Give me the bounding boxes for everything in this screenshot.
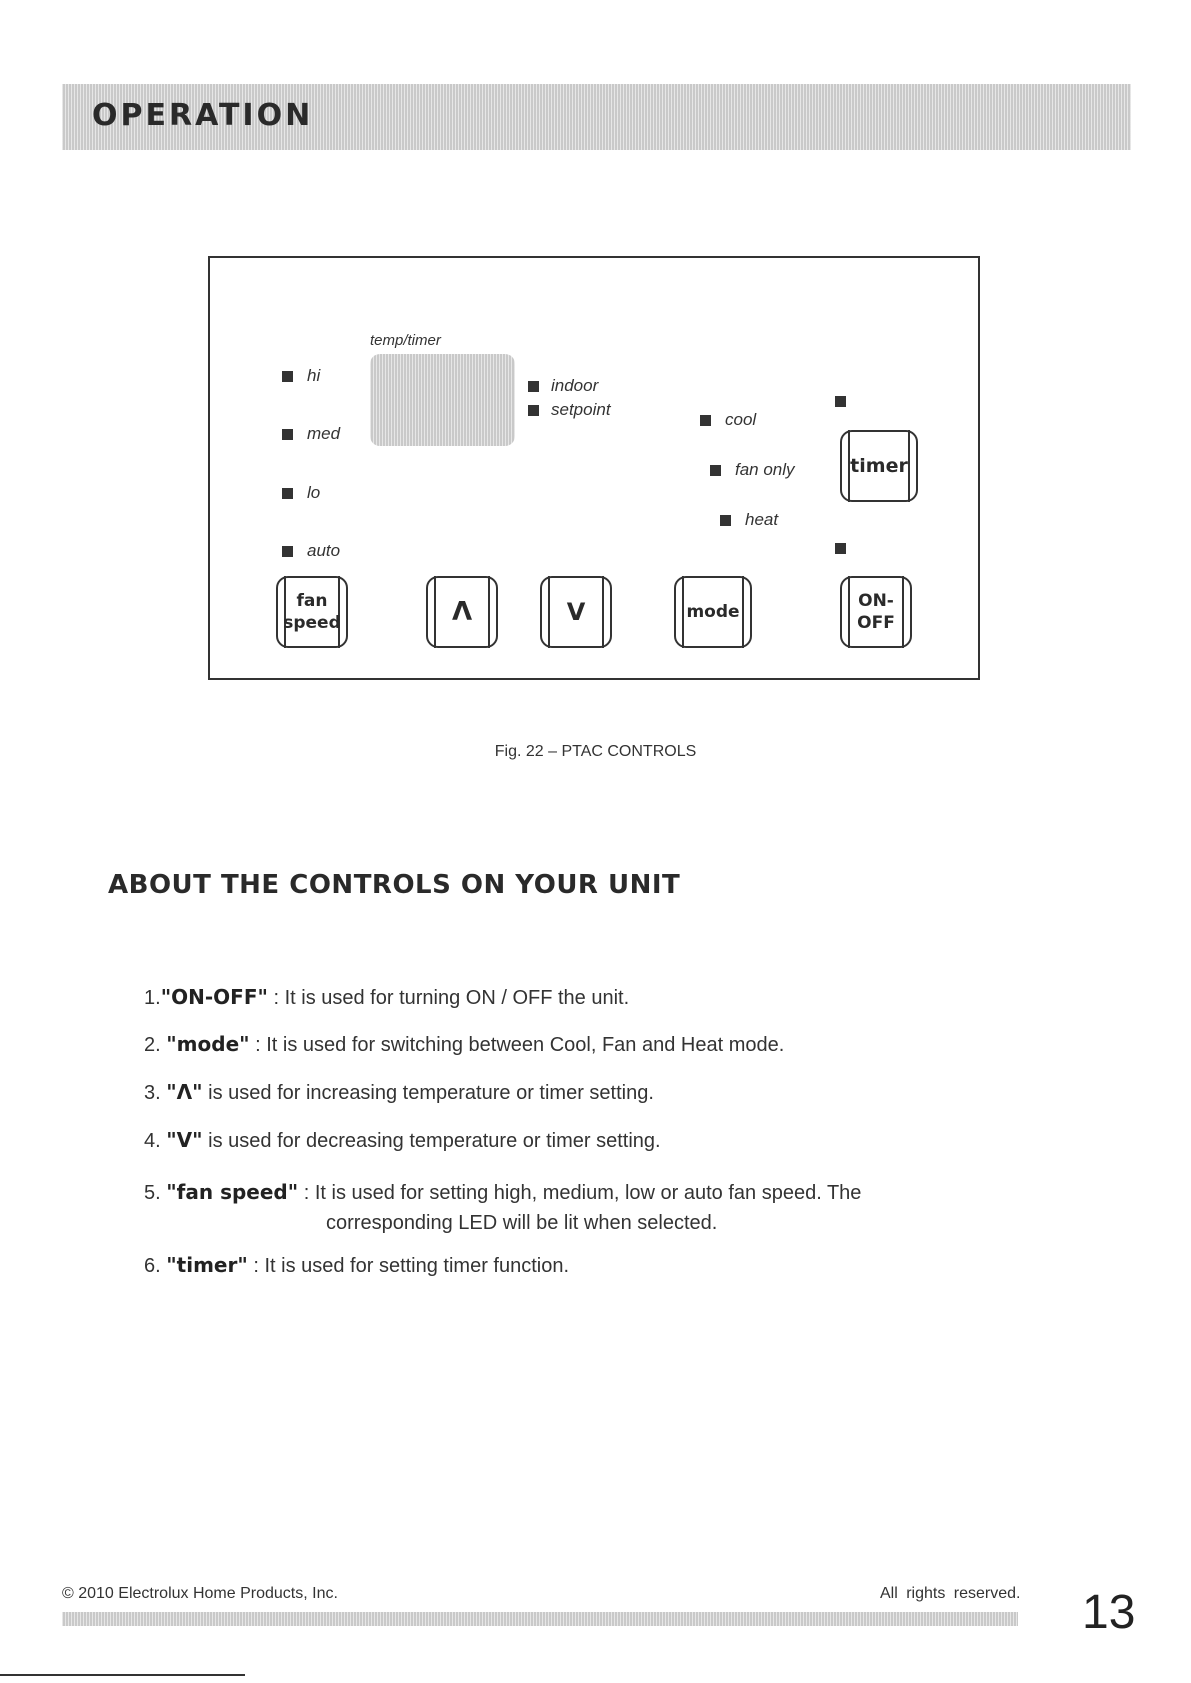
up-button[interactable] [426,576,498,648]
rights-text: All rights reserved. [880,1585,1021,1602]
item-key: "timer" [166,1253,248,1277]
item-number: 3. [144,1082,161,1104]
list-item [144,1253,569,1278]
on-off-line-1: ON- [858,591,894,611]
led-label: cool [725,410,757,429]
list-item [144,985,629,1010]
led-indoor [528,376,598,396]
led-label: indoor [551,376,599,395]
led-setpoint [528,400,611,420]
item-text: It is used for setting high, medium, low or auto fan speed. The [314,1182,862,1204]
page-number: 13 [1082,1586,1136,1639]
lcd-display [370,354,515,446]
control-panel-figure [208,256,980,680]
list-item [144,1180,861,1205]
led-indicator [720,515,731,526]
item-text: is used for decreasing temperature or timer setting. [208,1130,661,1152]
item-sep: : [247,1255,265,1277]
item-key: "ON-OFF" [160,985,268,1009]
item-key: "mode" [166,1032,250,1056]
fan-speed-button-label [283,590,341,634]
timer-button[interactable] [840,430,918,502]
led-auto [282,541,340,561]
item-sep: : [298,1182,315,1204]
item-number: 6. [144,1255,161,1277]
led-med [282,424,340,444]
led-indicator [282,429,293,440]
on-off-button-label [857,590,895,634]
list-item [144,1128,661,1153]
list-item-continuation [326,1212,717,1235]
bottom-rule [0,1674,245,1676]
led-label: hi [307,366,321,385]
fan-speed-button[interactable] [276,576,348,648]
led-cool [700,410,756,430]
led-fan-only [710,460,795,480]
fan-speed-line-2: speed [283,613,341,633]
on-off-button[interactable] [840,576,912,648]
led-indicator [528,405,539,416]
led-lo [282,483,320,503]
item-number: 1. [144,987,161,1009]
page-title: OPERATION [92,98,314,133]
copyright-text: © 2010 Electrolux Home Products, Inc. [62,1585,338,1602]
item-key: "fan speed" [166,1180,299,1204]
item-sep: : [267,987,285,1009]
item-number: 5. [144,1182,161,1204]
item-text-continued: corresponding LED will be lit when selected. [326,1212,718,1234]
item-sep: : [249,1034,267,1056]
led-label: lo [307,483,321,502]
item-text: It is used for setting timer function. [264,1255,570,1277]
down-button[interactable] [540,576,612,648]
led-indicator [282,488,293,499]
mode-button[interactable] [674,576,752,648]
item-text: It is used for turning ON / OFF the unit. [284,987,630,1009]
down-button-label: V [566,598,586,626]
led-label: heat [745,510,779,529]
led-label: setpoint [551,400,611,419]
led-indicator [528,381,539,392]
led-indicator [710,465,721,476]
led-indicator [700,415,711,426]
led-label: auto [307,541,341,560]
led-indicator [282,546,293,557]
item-key: "V" [166,1128,203,1152]
led-hi [282,366,320,386]
led-indicator [282,371,293,382]
item-text: It is used for switching between Cool, Fan and Heat mode. [266,1034,785,1056]
lcd-label: temp/timer [370,332,441,349]
led-label: med [307,424,341,443]
mode-button-label: mode [686,602,740,622]
section-heading: ABOUT THE CONTROLS ON YOUR UNIT [108,870,681,900]
header-band [62,84,1131,150]
power-led [835,543,846,554]
timer-led [835,396,846,407]
led-label: fan only [735,460,795,479]
item-number: 2. [144,1034,161,1056]
footer-band [62,1612,1018,1626]
figure-caption: Fig. 22 – PTAC CONTROLS [494,743,697,760]
fan-speed-line-1: fan [296,591,328,611]
list-item [144,1032,784,1057]
item-number: 4. [144,1130,161,1152]
list-item [144,1080,654,1105]
on-off-line-2: OFF [857,613,895,633]
led-heat [720,510,778,530]
item-text: is used for increasing temperature or timer setting. [208,1082,654,1104]
up-button-label: Λ [451,597,473,627]
item-key: "Λ" [166,1080,203,1104]
timer-button-label: timer [850,455,908,477]
